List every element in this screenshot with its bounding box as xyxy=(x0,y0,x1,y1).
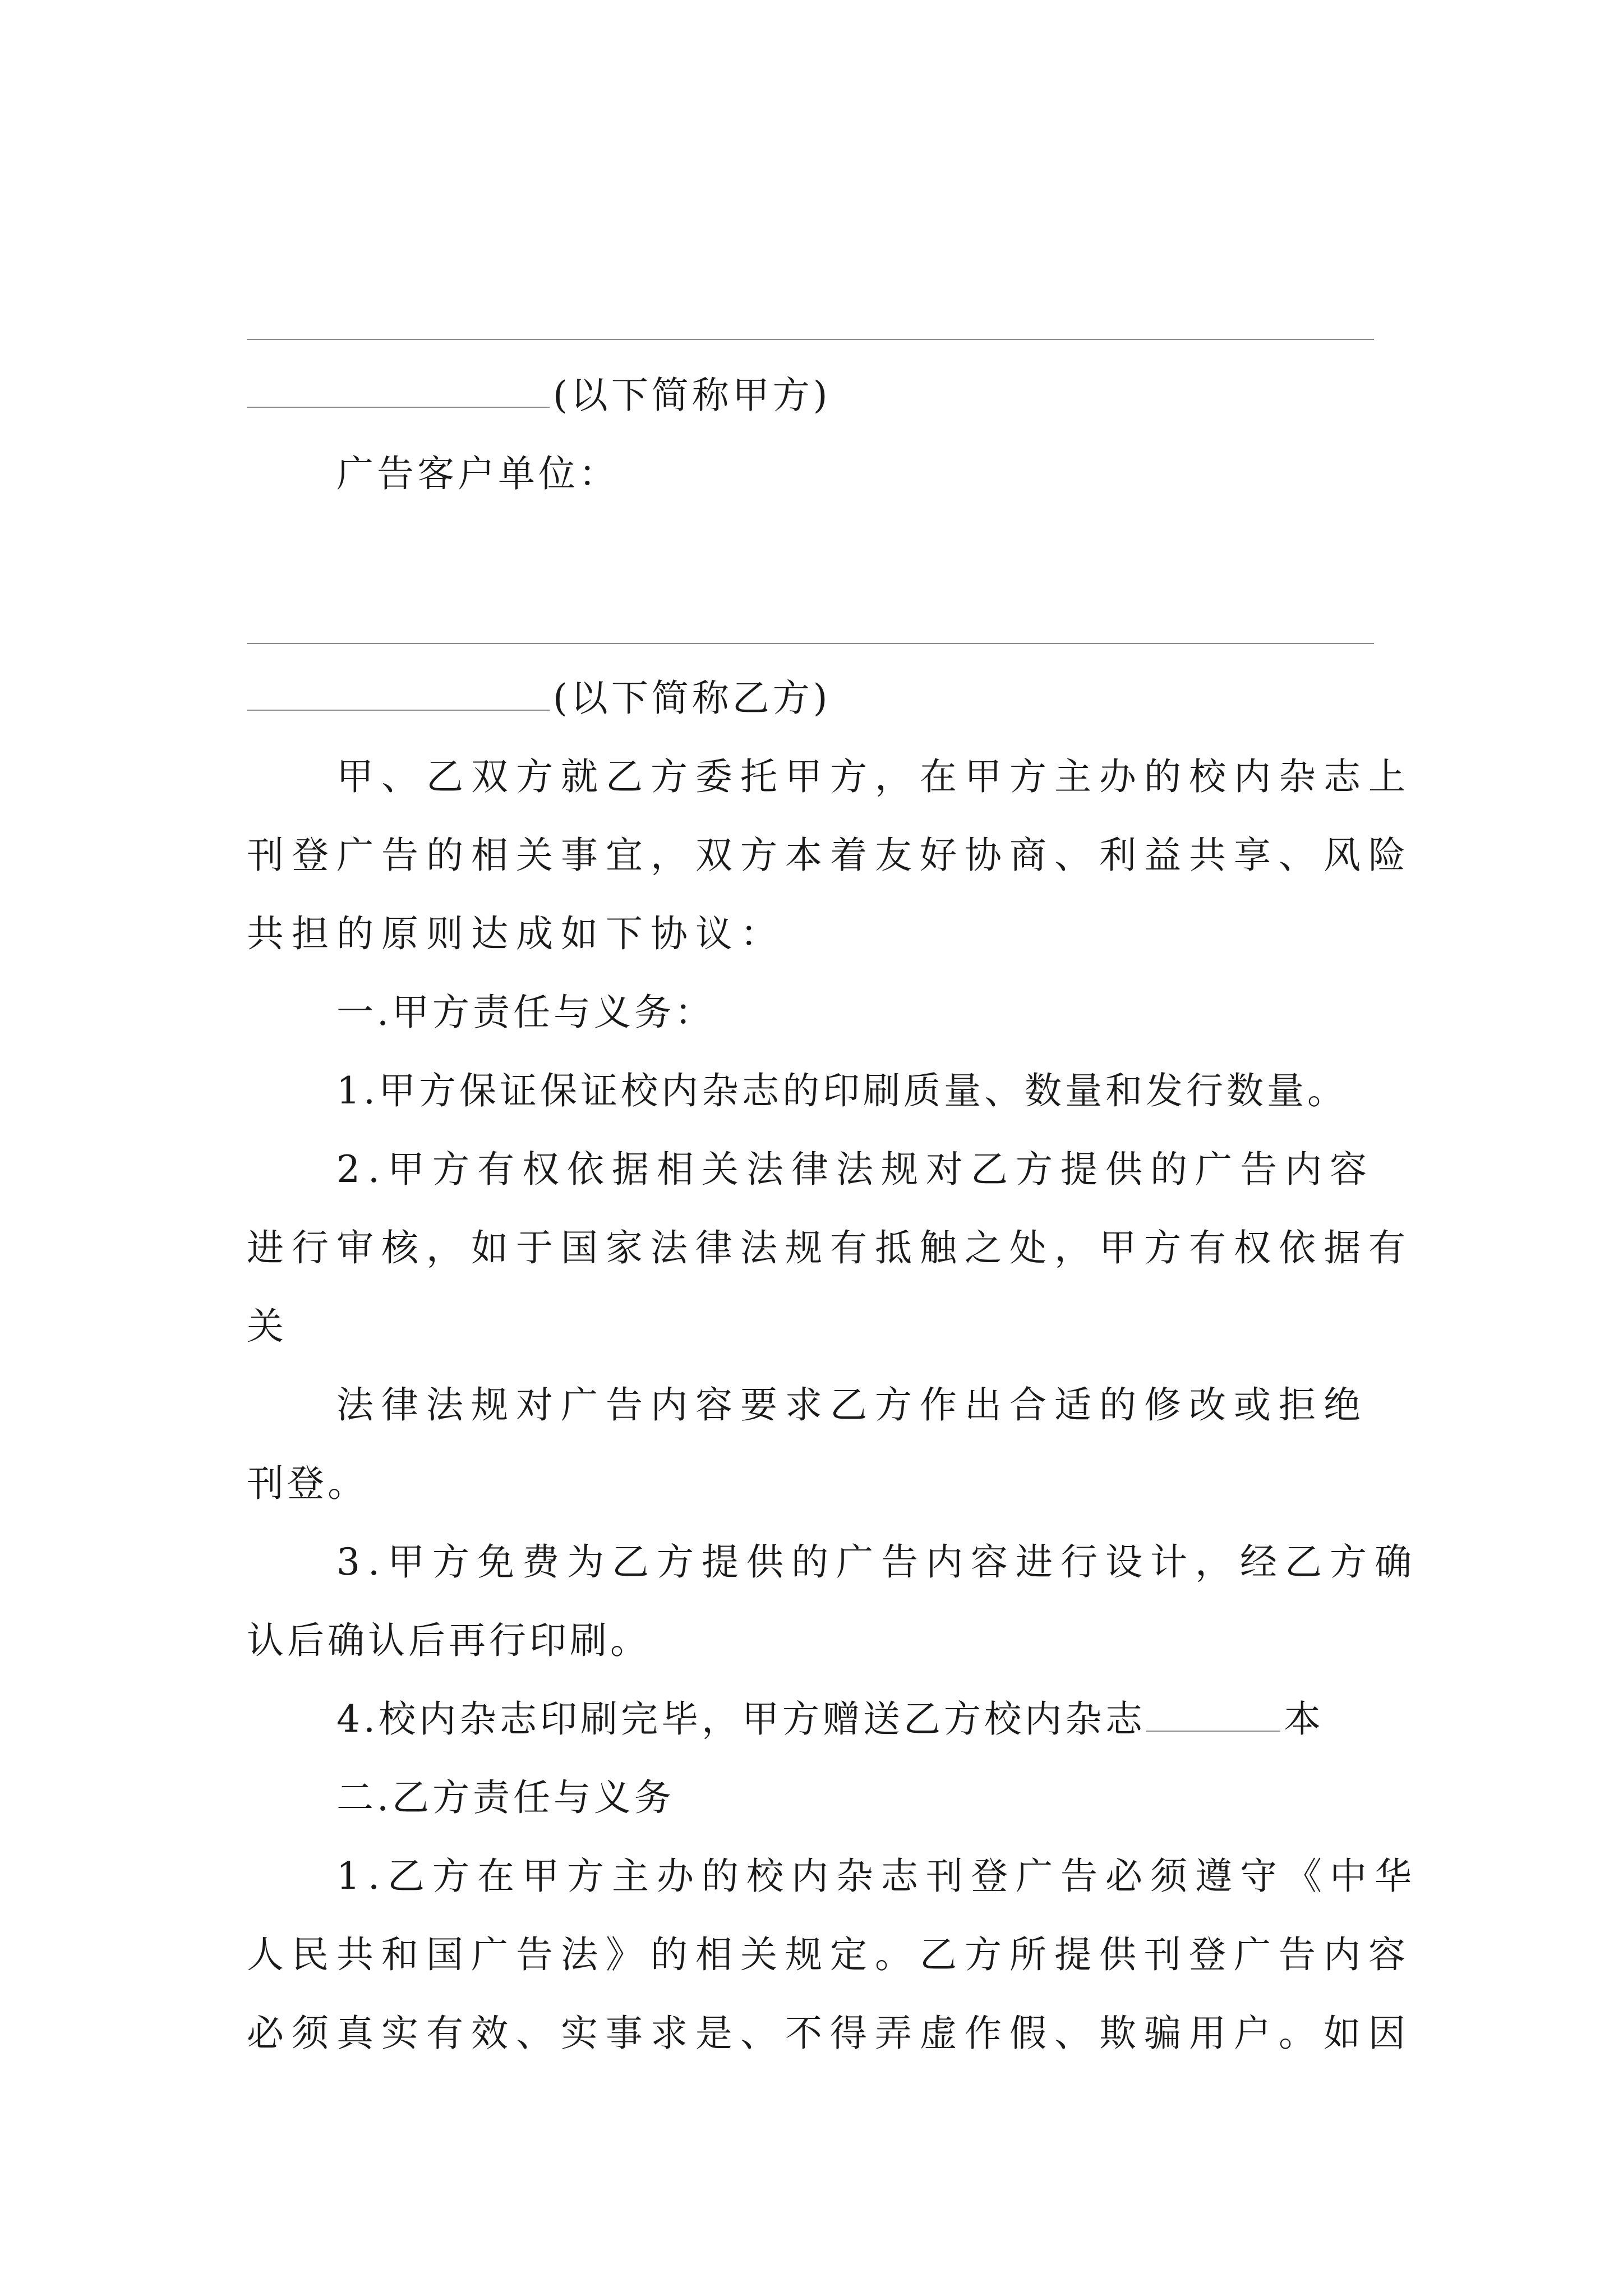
section-1-item-2-line-2: 进行审核，如于国家法律法规有抵触之处，甲方有权依据有 xyxy=(247,1226,1413,1269)
party-b-name-line xyxy=(247,643,1374,644)
section-1-item-3-line-2: 认后确认后再行印刷。 xyxy=(247,1619,651,1662)
section-1-heading: 一.甲方责任与义务： xyxy=(336,991,715,1034)
party-a-row xyxy=(247,370,1385,421)
section-1-item-4 xyxy=(336,1694,1475,1745)
preamble-line-2: 刊登广告的相关事宜，双方本着友好协商、利益共享、风险 xyxy=(247,834,1413,877)
section-1-item-3-line-1: 3.甲方免费为乙方提供的广告内容进行设计，经乙方确 xyxy=(336,1540,1419,1584)
preamble-line-3: 共担的原则达成如下协议： xyxy=(247,912,785,955)
party-a-name-line xyxy=(247,339,1374,340)
section-1-item-2-line-1: 2.甲方有权依据相关法律法规对乙方提供的广告内容 xyxy=(336,1148,1375,1191)
party-a-blank xyxy=(247,407,550,408)
section-2-item-1-line-2: 人民共和国广告法》的相关规定。乙方所提供刊登广告内容 xyxy=(247,1933,1413,1976)
section-2-item-1-line-1: 1.乙方在甲方主办的校内杂志刊登广告必须遵守《中华 xyxy=(336,1855,1419,1898)
party-a-suffix: (以下简称甲方) xyxy=(553,374,831,417)
section-1-item-4-unit: 本 xyxy=(1283,1697,1324,1741)
section-1-item-4-text: 4.校内杂志印刷完毕，甲方赠送乙方校内杂志 xyxy=(336,1697,1146,1741)
party-b-row xyxy=(247,673,1385,724)
party-b-blank xyxy=(247,710,550,711)
section-1-item-2-cont-line-2: 刊登。 xyxy=(247,1462,368,1505)
section-1-item-1: 1.甲方保证保证校内杂志的印刷质量、数量和发行数量。 xyxy=(336,1069,1348,1112)
section-2-item-1-line-3: 必须真实有效、实事求是、不得弄虚作假、欺骗用户。如因 xyxy=(247,2012,1413,2055)
copies-blank xyxy=(1146,1731,1280,1732)
advertiser-label: 广告客户单位： xyxy=(336,452,619,495)
section-1-item-2-cont-line-1: 法律法规对广告内容要求乙方作出合适的修改或拒绝 xyxy=(336,1383,1368,1427)
section-2-heading: 二.乙方责任与义务 xyxy=(336,1776,675,1819)
section-1-item-2-line-3: 关 xyxy=(247,1305,287,1348)
party-b-suffix: (以下简称乙方) xyxy=(553,677,831,720)
preamble-line-1: 甲、乙双方就乙方委托甲方，在甲方主办的校内杂志上 xyxy=(336,755,1413,798)
